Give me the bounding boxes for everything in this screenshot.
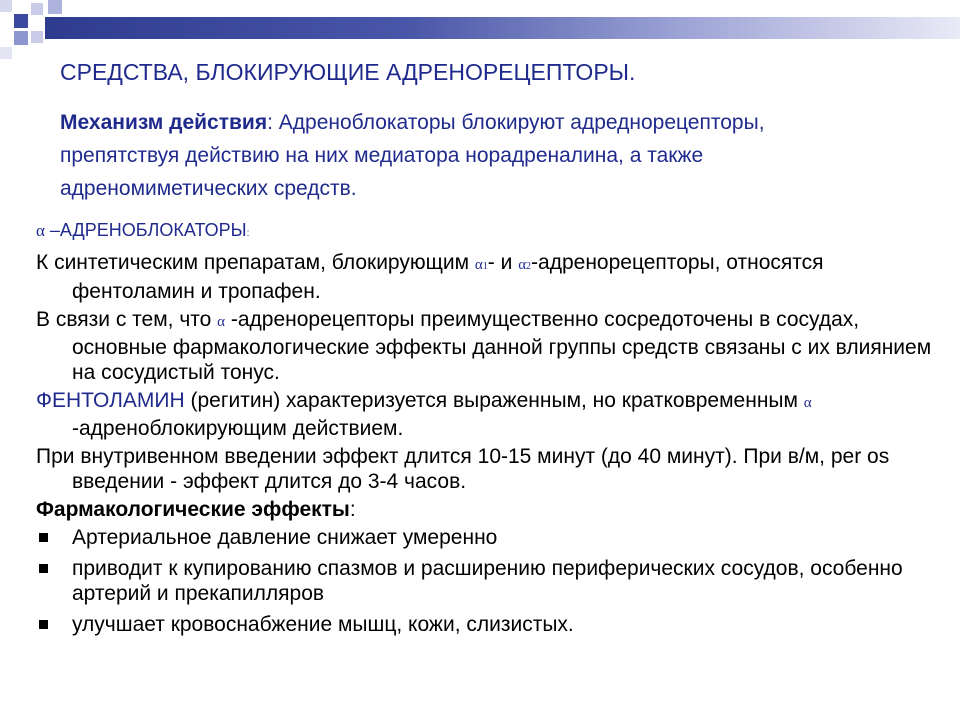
decor-square — [14, 14, 28, 28]
text-run: -адренорецепторы, относятся фентоламин и тропафен. — [72, 251, 824, 303]
alpha-blockers-heading — [36, 218, 936, 246]
paragraph-duration: При внутривенном введении эффект длится 10-15 минут (до 40 минут). При в/м, per os введении - эффект длится до 3-4 часов. — [36, 445, 890, 493]
list-item — [36, 525, 936, 550]
effects-list — [36, 525, 936, 637]
slide-title: СРЕДСТВА, БЛОКИРУЮЩИЕ АДРЕНОРЕЦЕПТОРЫ. — [60, 59, 636, 85]
paragraph-synthetic-drugs — [36, 250, 936, 304]
list-item-text: улучшает кровоснабжение мышц, кожи, слизистых. — [72, 613, 574, 636]
slide-body — [36, 218, 936, 643]
header-decoration — [0, 0, 960, 60]
square-bullet-icon — [39, 564, 48, 573]
text-run: - и — [487, 251, 519, 274]
alpha-heading-colon: : — [246, 228, 250, 239]
text-run: К синтетическим препаратам, блокирующим — [36, 251, 475, 274]
effects-heading-text: Фармакологические эффекты — [36, 498, 350, 521]
list-item-text: приводит к купированию спазмов и расширению периферических сосудов, особенно артерий и прекапилляров — [72, 557, 903, 605]
subscript: 1 — [482, 261, 488, 272]
text-run: (регитин) характеризуется выраженным, но кратковременным — [184, 389, 804, 412]
text-run: -адреноблокирующим действием. — [72, 417, 404, 440]
alpha-symbol: α — [474, 257, 483, 273]
alpha-symbol: α — [803, 395, 812, 411]
list-item — [36, 612, 936, 637]
alpha-symbol: α — [518, 257, 527, 273]
mechanism-label: Механизм действия — [60, 111, 268, 134]
text-run: -адренорецепторы преимущественно сосредоточены в сосудах, основные фармакологические эффекты данной группы средств связаны с их влиянием на сосудистый тонус. — [72, 308, 932, 384]
subscript: 2 — [526, 261, 532, 272]
paragraph-vascular-location — [36, 307, 936, 385]
decor-square — [0, 0, 12, 12]
list-item — [36, 556, 936, 606]
square-bullet-icon — [39, 533, 48, 542]
header-gradient-bar — [45, 17, 960, 39]
decor-square — [31, 3, 43, 15]
mechanism-paragraph — [60, 106, 880, 205]
alpha-symbol: α — [217, 314, 226, 330]
decor-square — [31, 31, 43, 43]
list-item-text: Артериальное давление снижает умеренно — [72, 526, 498, 549]
text-run: В связи с тем, что — [36, 308, 218, 331]
drug-name: ФЕНТОЛАМИН — [36, 389, 185, 412]
alpha-symbol: α — [36, 221, 45, 240]
decor-square — [0, 47, 12, 59]
effects-heading — [36, 497, 936, 522]
square-bullet-icon — [39, 620, 48, 629]
mechanism-text: : Адреноблокаторы блокируют адреднорецепторы, препятствуя действию на них медиатора норадреналина, а также адреномиметических средств. — [60, 111, 765, 200]
decor-square — [14, 31, 28, 45]
paragraph-phentolamine — [36, 388, 936, 441]
effects-heading-colon: : — [349, 498, 356, 521]
alpha-heading-text: –АДРЕНОБЛОКАТОРЫ — [44, 220, 247, 240]
decor-square — [48, 0, 62, 14]
